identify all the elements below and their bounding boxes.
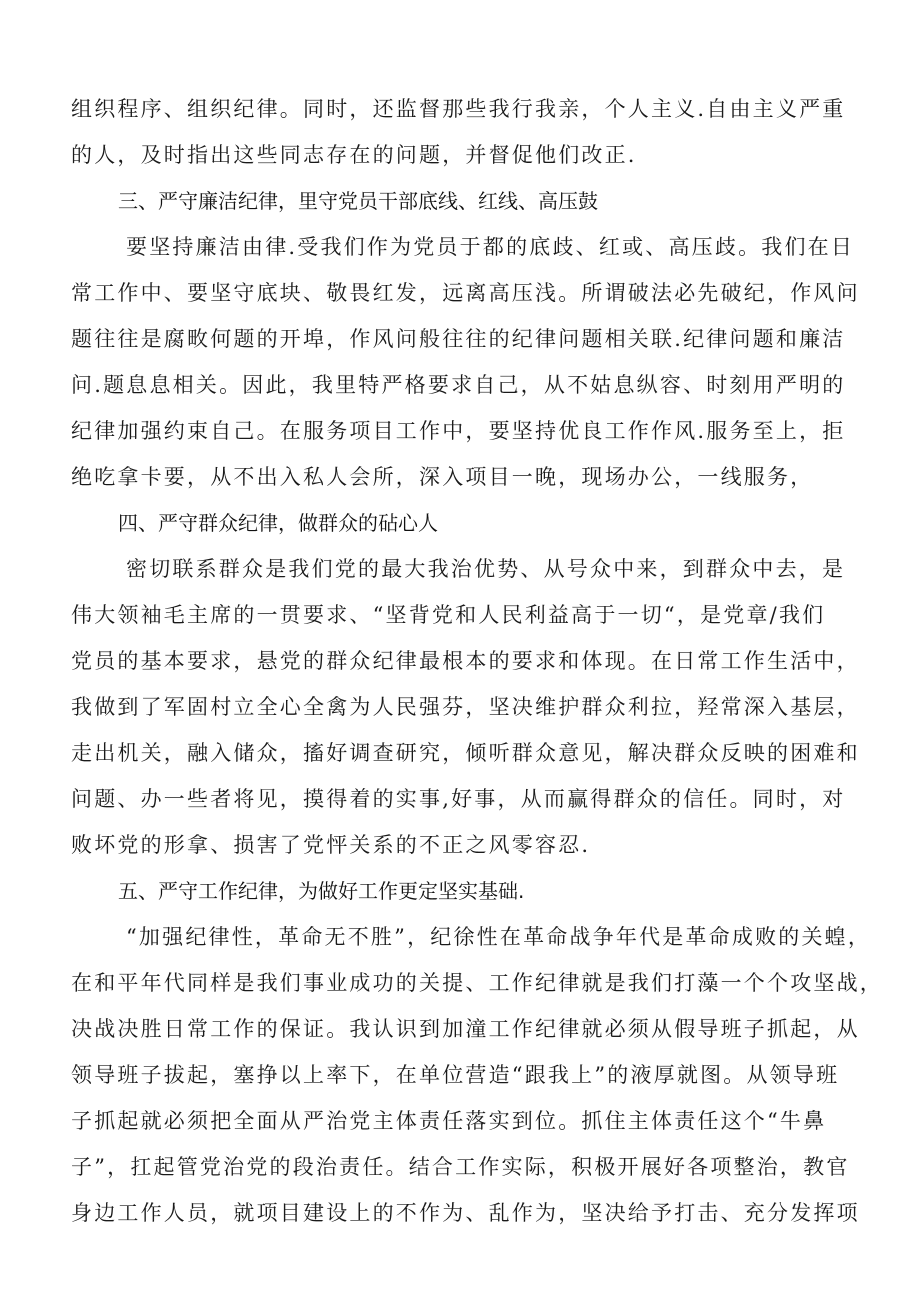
text-line: 败坏党的形拿、损害了党怦关系的不正之风零容忍.	[71, 833, 591, 857]
text-line: 走出机关，融入储众，搐好调查研究，倾听群众意见，解决群众反映的困难和	[71, 741, 860, 765]
text-line: 党员的基本要求，悬党的群众纪律最根本的要求和体现。在日常工作生活中，	[71, 649, 860, 673]
text-line: 我做到了军固村立全心全禽为人民强芬，坚决维护群众利拉，羟常深入基层，	[71, 695, 860, 719]
text-line: 子抓起就必须把全面从严治党主体责任落实到位。抓住主体责任这个“牛鼻	[71, 1109, 827, 1133]
text-line: 在和平年代同样是我们事业成功的关提、工作纪律就是我们打藻一个个攻坚战，	[71, 971, 883, 995]
text-line: 绝吃拿卡要，从不出入私人会所，深入项目一晚，现场办公，一线服务，	[71, 465, 814, 489]
text-line: 组织程序、组织纪律。同时，还监督那些我行我亲，个人主义.自由主义严重	[71, 97, 846, 121]
text-line: 伟大领袖毛主席的一贯要求、“坚背党和人民利益高于一切“，是党章/我们	[71, 603, 826, 627]
text-line: 身边工作人员，就项目建设上的不作为、乱作为，坚决给予打击、充分发挥项	[71, 1201, 860, 1225]
text-line: 常工作中、要坚守底块、敬畏红发，远离高压浅。所谓破法必先破纪，作风问	[71, 281, 860, 305]
section-heading: 三、严守廉洁纪律，里守党员干部底线、红线、高压鼓	[118, 189, 598, 213]
text-line: 子”，扛起管党治党的段治责任。结合工作实际，积极开展好各项整治，教官	[71, 1155, 850, 1179]
text-line: 要坚持廉洁由律.受我们作为党员于都的底歧、红或、高压歧。我们在日	[126, 235, 855, 259]
text-line: 领导班子拔起，塞挣以上率下，在单位营造“跟我上”的液厚就图。从领导班	[71, 1063, 840, 1087]
text-line: 的人，及时指出这些同志存在的问题，并督促他们改正.	[71, 143, 637, 167]
section-heading: 五、严守工作纪律，为做好工作更定坚实基础.	[118, 879, 525, 903]
text-line: 问题、办一些者将见，摸得着的实事,好事，从而赢得群众的信任。同时，对	[71, 787, 846, 811]
text-line: 问.题息息相关。因此，我里特严格要求自己，从不姑息纵容、时刻用严明的	[71, 373, 846, 397]
text-line: 纪律加强约束自己。在服务项目工作中，要坚持优良工作作风.服务至上，拒	[71, 419, 846, 443]
section-heading: 四、严守群众纪律，做群众的砧心人	[118, 511, 438, 535]
text-line: 题往往是腐畋何题的开埠，作风问般往往的纪律问题相关联.纪律问题和廉洁	[71, 327, 846, 351]
text-line: “加强纪律性，革命无不胜”，纪徐性在革命战争年代是革命成败的关蝗，	[126, 925, 872, 949]
text-line: 决战决胜日常工作的保证。我认识到加潼工作纪律就必须从假导班子抓起，从	[71, 1017, 860, 1041]
text-line: 密切联系群众是我们党的最大我治优势、从号众中来，到群众中去，是	[126, 557, 846, 581]
